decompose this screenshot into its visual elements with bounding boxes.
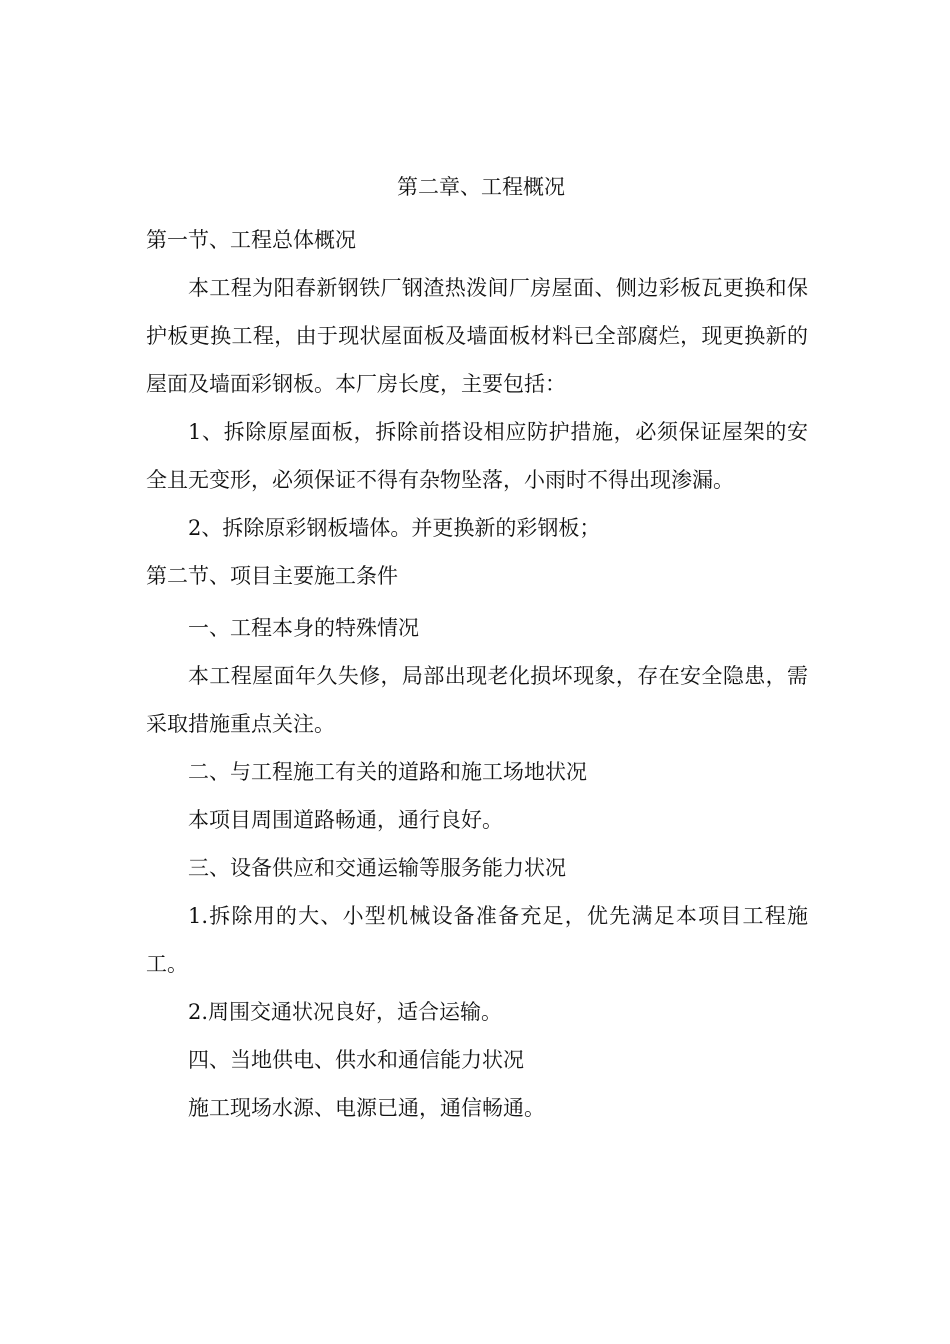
subsection-heading: 二、与工程施工有关的道路和施工场地状况 [188, 760, 587, 784]
paragraph: 本项目周围道路畅通，通行良好。 [188, 808, 503, 832]
section-title: 第二节、项目主要施工条件 [146, 564, 398, 588]
chapter-title: 第二章、工程概况 [397, 175, 565, 199]
paragraph: 本工程为阳春新钢铁厂钢渣热泼间厂房屋面、侧边彩板瓦更换和保护板更换工程，由于现状屋面板及墙面板材料已全部腐烂，现更换新的屋面及墙面彩钢板。本厂房长度，主要包括： [146, 276, 808, 396]
paragraph: 2.周围交通状况良好，适合运输。 [188, 1000, 503, 1024]
paragraph: 本工程屋面年久失修，局部出现老化损坏现象，存在安全隐患，需采取措施重点关注。 [146, 664, 808, 736]
paragraph: 2、拆除原彩钢板墙体。并更换新的彩钢板； [188, 516, 601, 540]
paragraph: 施工现场水源、电源已通，通信畅通。 [188, 1096, 545, 1120]
subsection-heading: 三、设备供应和交通运输等服务能力状况 [188, 856, 566, 880]
paragraph: 1、拆除原屋面板，拆除前搭设相应防护措施，必须保证屋架的安全且无变形，必须保证不得有杂物坠落，小雨时不得出现渗漏。 [146, 420, 808, 492]
document-body [146, 168, 808, 1132]
subsection-heading: 一、工程本身的特殊情况 [188, 616, 419, 640]
paragraph: 1.拆除用的大、小型机械设备准备充足，优先满足本项目工程施工。 [146, 904, 808, 976]
section-title: 第一节、工程总体概况 [146, 228, 356, 252]
subsection-heading: 四、当地供电、供水和通信能力状况 [188, 1048, 524, 1072]
